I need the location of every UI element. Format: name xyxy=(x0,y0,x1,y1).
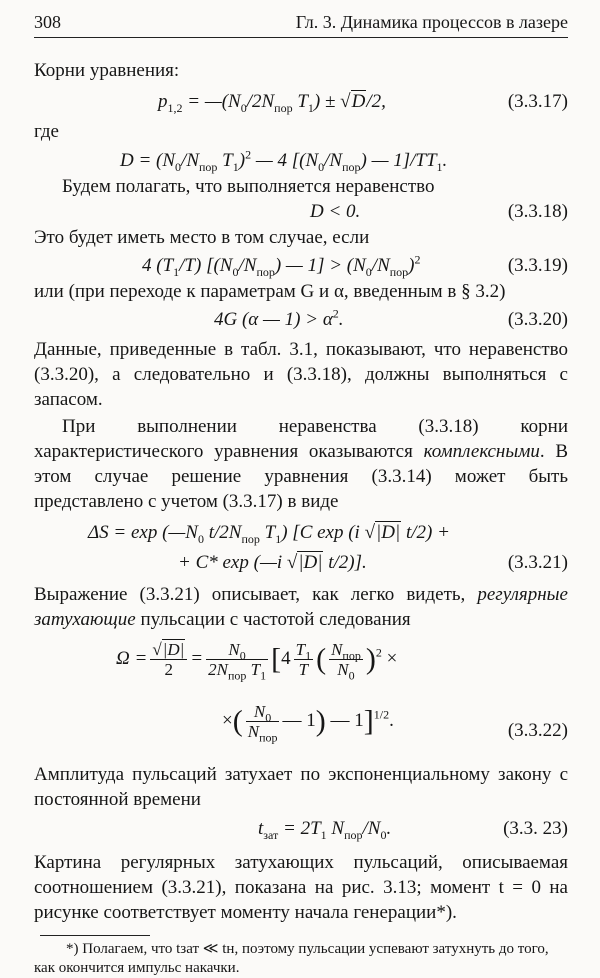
params-paragraph: или (при переходе к параметрам G и α, введенным в § 3.2) xyxy=(34,281,506,302)
equation-3-3-18: D < 0. (3.3.18) xyxy=(34,199,568,225)
equation-number: (3.3. 23) xyxy=(503,818,568,839)
equation-3-3-21-line2: + C* exp (—i √|D| t/2)]. (3.3.21) xyxy=(34,550,568,576)
oscillations-paragraph: Выражение (3.3.21) описывает, как легко видеть, регулярные затухающие пульсации с частотой следования xyxy=(34,584,568,630)
equation-3-3-21-line1: $\Delta S = \exp (—N_0$ $t/2N_{пор}$ $T_1$) [C exp (i √|D| t/2) + xyxy=(88,522,450,546)
amplitude-paragraph: Амплитуда пульсаций затухает по экспоненциальному закону с постоянной времени xyxy=(34,764,568,810)
equation-number: (3.3.22) xyxy=(507,720,568,741)
roots-intro: Корни уравнения: xyxy=(34,60,180,81)
page-header xyxy=(34,12,568,38)
equation-number: (3.3.17) xyxy=(507,91,568,112)
where-label: где xyxy=(34,121,59,142)
equation-number: (3.3.18) xyxy=(507,201,568,222)
footnote: *) Полагаем, что tзат ≪ tн, поэтому пульсации успевают затухнуть до того, как окончится импульс накачки. xyxy=(34,941,549,976)
equation-3-3-22-line1: Ω = $\frac{√|D|}{2}$ = $\frac{N_0}{2N_{пор} T_1}$ [4 $\frac{T_1}{T}$ ( $\frac{N_{пор}}{N_0}$ )$^2$ × xyxy=(116,640,398,683)
running-title: Гл. 3. Динамика процессов в лазере xyxy=(295,12,568,32)
complex-roots-paragraph: При выполнении неравенства (3.3.18) корни характеристического уравнения оказываются комплексными. В этом случае решение уравнения (3.3.14) может быть представлено с учетом (3.3.17) в виде xyxy=(34,416,568,512)
equation-number: (3.3.21) xyxy=(507,552,568,573)
equation-number: (3.3.19) xyxy=(507,255,568,276)
equation-3-3-20: 4G (α — $1) > \alpha^2$. (3.3.20) xyxy=(34,307,568,333)
equation-3-3-23: $t_{зат} = 2T_1$ $N_{пор}/N_0$. (3.3. 23) xyxy=(258,818,568,842)
equation-3-3-22-line2: ×( $\frac{N_0}{N_{пор}}$ — 1) — 1]$^{1/2}$. (3.3.22) xyxy=(222,702,568,745)
page-number: 308 xyxy=(34,12,61,32)
picture-paragraph: Картина регулярных затухающих пульсаций, описываемая соотношением (3.3.21), показана на рис. 3.13; момент t = 0 на рисунке соответствует моменту начала генерации*). xyxy=(34,852,568,923)
assume-paragraph: Будем полагать, что выполняется неравенство xyxy=(62,176,435,197)
data-paragraph: Данные, приведенные в табл. 3.1, показывают, что неравенство (3.3.20), а следовательно и (3.3.18), должны выполняться с запасом. xyxy=(34,339,568,410)
case-paragraph: Это будет иметь место в том случае, если xyxy=(34,227,370,248)
equation-d: $D = (N_0/N_{пор}$ $T_1)^2$ — 4 [$(N_0/N_{пор})$ — $1]/TT_1$. xyxy=(120,147,448,174)
equation-3-3-17: $p_{1,2}$ = $—(N_0/2N_{пор}$ $T_1) \pm √D/2$, (3.3.17) xyxy=(158,91,568,115)
equation-3-3-19: 4 $(T_1/T)$ [$(N_0/N_{пор})$ — $1] > (N_0/N_{пор})^2$ (3.3.19) xyxy=(142,252,568,279)
footnote-rule xyxy=(40,935,150,936)
equation-number: (3.3.20) xyxy=(507,309,568,330)
